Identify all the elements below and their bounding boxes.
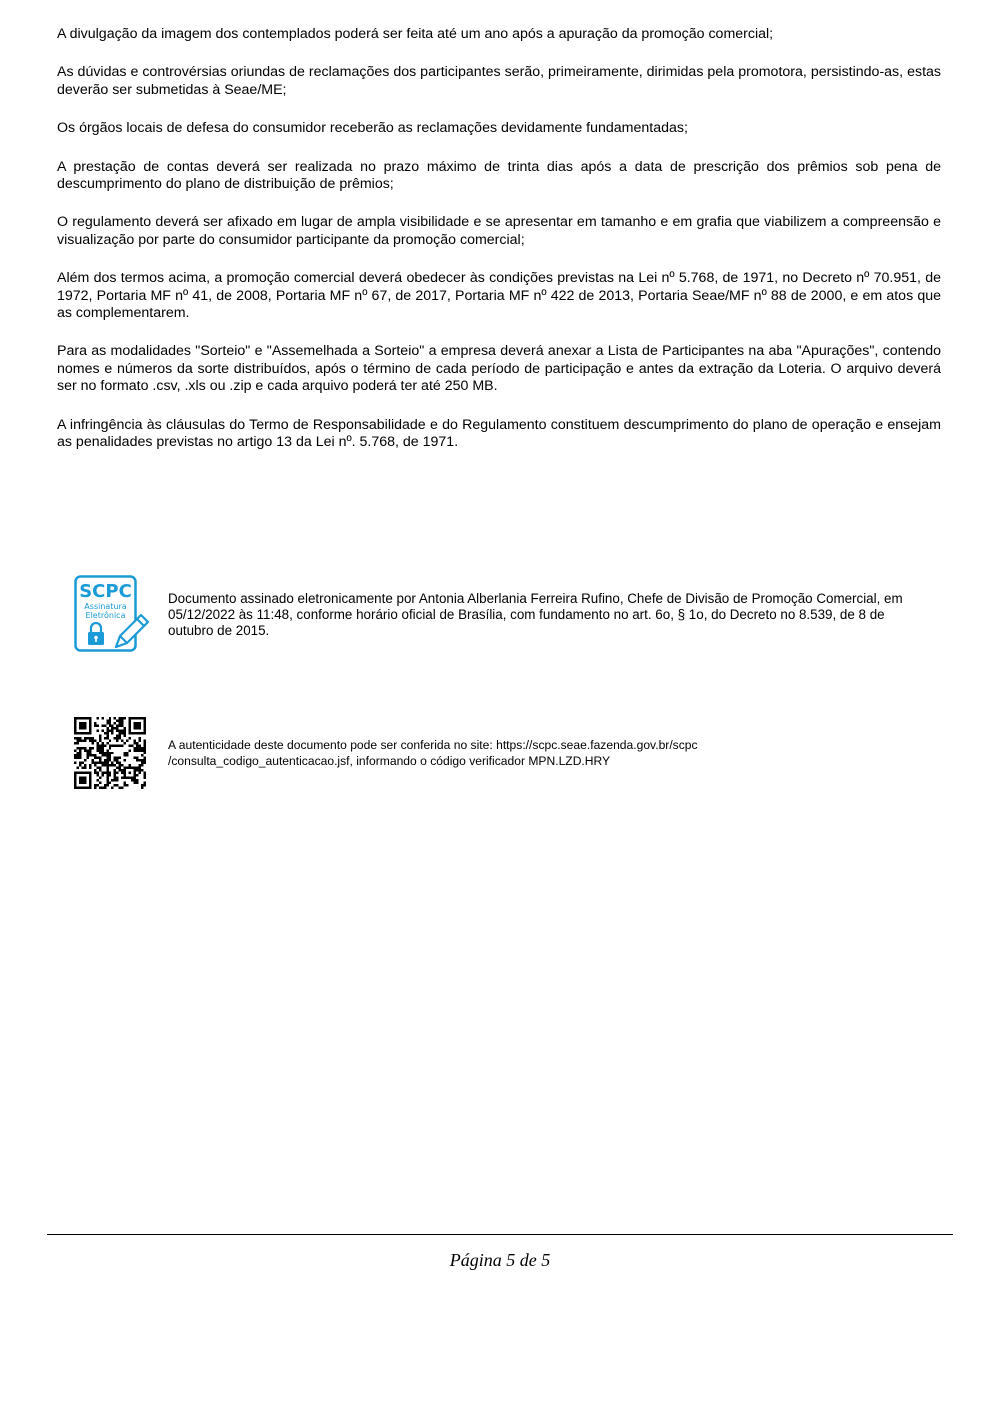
paragraph-participant-list: Para as modalidades "Sorteio" e "Assemelhada a Sorteio" a empresa deverá anexar a Lista de Participantes na aba "Apurações", contendo nomes e números da sorte distribuídos, após o término de cada período de participação e antes da extração da Loteria. O arquivo deverá ser no formato .csv, .xls ou .zip e cada arquivo poderá ter até 250 MB. — [57, 343, 941, 395]
authenticity-line-1: A autenticidade deste documento pode ser conferida no site: https://scpc.seae.fazenda.gov.br/scpc — [168, 738, 698, 752]
authenticity-statement — [168, 737, 788, 769]
scpc-logo-line2: Eletrônica — [85, 611, 126, 620]
paragraph-image-disclosure: A divulgação da imagem dos contemplados poderá ser feita até um ano após a apuração da promoção comercial; — [57, 26, 774, 42]
paragraph-legal-terms: Além dos termos acima, a promoção comercial deverá obedecer às condições previstas na Lei nº 5.768, de 1971, no Decreto nº 70.951, de 1972, Portaria MF nº 41, de 2008, Portaria MF nº 67, de 2017, Portaria MF nº 422 de 2013, Portaria Seae/MF nº 88 de 2000, e em atos que as complementarem. — [57, 270, 941, 322]
paragraph-infringement: A infringência às cláusulas do Termo de Responsabilidade e do Regulamento constituem descumprimento do plano de operação e ensejam as penalidades previstas no artigo 13 da Lei nº. 5.768, de 1971. — [57, 416, 941, 451]
authenticity-line-2: /consulta_codigo_autenticacao.jsf, informando o código verificador MPN.LZD.HRY — [168, 754, 611, 769]
scpc-logo-title: SCPC — [79, 581, 132, 602]
scpc-logo-line1: Assinatura — [84, 602, 127, 611]
paragraph-regulation-display: O regulamento deverá ser afixado em lugar de ampla visibilidade e se apresentar em tamanho e em grafia que viabilizem a compreensão e visualização por parte do consumidor participante da promoção comercial; — [57, 214, 941, 248]
paragraph-accountability: A prestação de contas deverá ser realizada no prazo máximo de trinta dias após a data de prescrição dos prêmios sob pena de descumprimento do plano de distribuição de prêmios; — [57, 158, 941, 193]
paragraph-disputes: As dúvidas e controvérsias oriundas de reclamações dos participantes serão, primeiramente, dirimidas pela promotora, persistindo-as, estas deverão ser submetidas à Seae/ME; — [57, 64, 941, 98]
electronic-signature-block — [74, 575, 934, 655]
page-number: Página 5 de 5 — [449, 1250, 551, 1270]
authenticity-block — [74, 717, 934, 791]
document-body — [57, 26, 941, 473]
footer-divider — [47, 1234, 953, 1235]
signature-statement: Documento assinado eletronicamente por Antonia Alberlania Ferreira Rufino, Chefe de Divisão de Promoção Comercial, em 05/12/2022 às 11:48, conforme horário oficial de Brasília, com fundamento no art. 6o, § 1o, do Decreto no 8.539, de 8 de outubro de 2015. — [168, 591, 903, 639]
paragraph-consumer-agencies: Os órgãos locais de defesa do consumidor receberão as reclamações devidamente fundamentadas; — [57, 120, 688, 137]
scpc-signature-logo — [74, 575, 150, 653]
qr-code-icon — [74, 717, 146, 789]
